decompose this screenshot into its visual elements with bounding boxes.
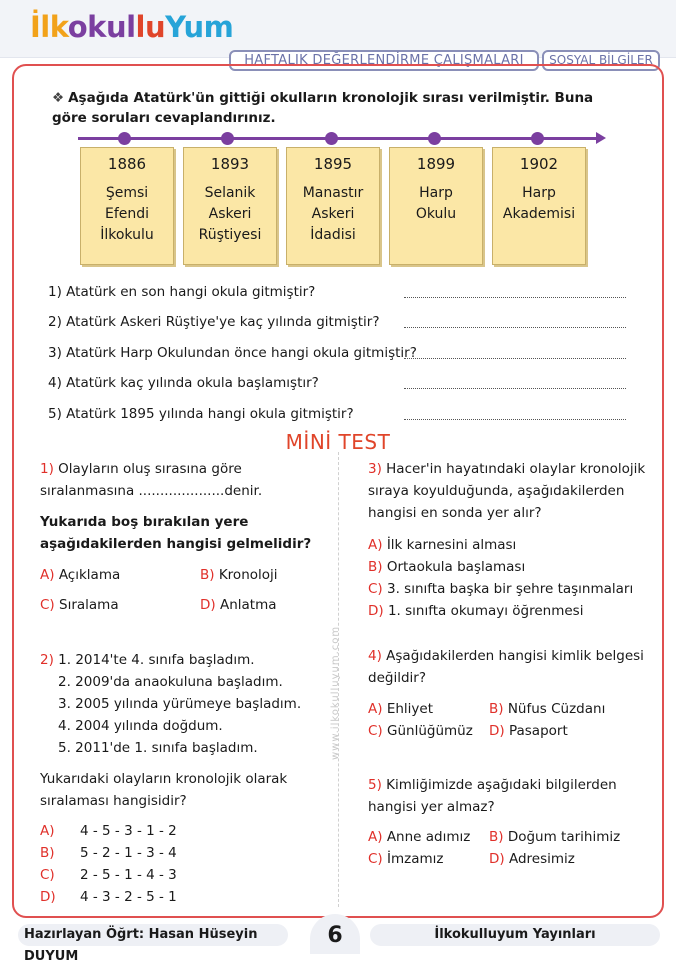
- timeline-arrow-icon: [596, 132, 606, 144]
- question-1: 1) Atatürk en son hangi okula gitmiştir?: [48, 284, 316, 300]
- card-line: Akademisi: [502, 206, 576, 222]
- intro-text: Aşağıda Atatürk'ün gittiği okulların kronolojik sırası verilmiştir. Buna göre soruları cevaplandırınız.: [52, 90, 594, 126]
- event-item: 3. 2005 yılında yürümeye başladım.: [58, 696, 302, 712]
- card-school: [493, 183, 585, 225]
- timeline-line: [78, 137, 600, 140]
- card-line: İlkokulu: [100, 227, 154, 243]
- bullet-icon: ❖: [52, 90, 65, 106]
- option-c[interactable]: [40, 864, 177, 886]
- question-5: 5) Atatürk 1895 yılında hangi okula gitmiştir?: [48, 406, 354, 422]
- option-text: 3. sınıfta başka bir şehre taşınmaları: [387, 581, 634, 597]
- logo-part-4: Yum: [165, 10, 234, 44]
- option-letter: B): [40, 845, 55, 861]
- answer-line[interactable]: [404, 318, 626, 328]
- card-year: 1895: [313, 155, 353, 173]
- mt-question-3: [368, 458, 645, 480]
- logo: [30, 10, 233, 44]
- option-d[interactable]: [40, 886, 177, 908]
- card-year: 1893: [210, 155, 250, 173]
- logo-part-3: lu: [135, 10, 166, 44]
- question-number: 3): [368, 461, 382, 477]
- option-text: 1. sınıfta okumayı öğrenmesi: [387, 603, 584, 619]
- timeline-card: [183, 147, 277, 265]
- option-c[interactable]: [368, 720, 473, 742]
- option-d[interactable]: [200, 594, 277, 616]
- mt-question-2-ask-2: sıralaması hangisidir?: [40, 793, 187, 809]
- option-letter: A): [368, 701, 383, 717]
- card-school: [184, 183, 276, 246]
- question-number: 2): [40, 652, 54, 668]
- option-letter: B): [368, 559, 383, 575]
- option-text: 4 - 5 - 3 - 1 - 2: [80, 823, 177, 839]
- option-a[interactable]: [368, 534, 516, 556]
- question-text: Hacer'in hayatındaki olaylar kronolojik: [386, 461, 646, 477]
- answer-line[interactable]: [404, 410, 626, 420]
- logo-part-2: okul: [67, 10, 136, 44]
- option-b[interactable]: [200, 564, 278, 586]
- option-text: Sıralama: [59, 597, 119, 613]
- card-line: Okulu: [415, 206, 457, 222]
- watermark: www.ilkokulluyum.com: [330, 625, 341, 760]
- timeline-dot: [118, 132, 131, 145]
- option-letter: A): [368, 537, 383, 553]
- card-school: [81, 183, 173, 246]
- option-text: Açıklama: [58, 567, 121, 583]
- timeline-dot: [325, 132, 338, 145]
- event-item: 1. 2014'te 4. sınıfa başladım.: [58, 652, 255, 668]
- option-letter: D): [489, 723, 505, 739]
- question-4: 4) Atatürk kaç yılında okula başlamıştır?: [48, 375, 319, 391]
- option-a[interactable]: [40, 564, 120, 586]
- option-text: İlk karnesini alması: [386, 537, 517, 553]
- option-letter: A): [40, 567, 55, 583]
- timeline-card: [389, 147, 483, 265]
- card-line: Harp: [522, 185, 556, 201]
- option-text: İmzamız: [387, 851, 444, 867]
- card-line: Selanik: [204, 185, 256, 201]
- answer-line[interactable]: [404, 379, 626, 389]
- option-text: Anne adımız: [386, 829, 471, 845]
- publisher-credit: İlkokulluyum Yayınları: [370, 924, 660, 946]
- answer-line[interactable]: [404, 349, 626, 359]
- option-text: 4 - 3 - 2 - 5 - 1: [80, 889, 177, 905]
- timeline-card: [492, 147, 586, 265]
- event-item: 2. 2009'da anaokuluna başladım.: [58, 674, 283, 690]
- option-text: Kronoloji: [218, 567, 278, 583]
- option-letter: B): [489, 701, 504, 717]
- card-line: Harp: [419, 185, 453, 201]
- option-b[interactable]: [489, 698, 605, 720]
- card-year: 1899: [416, 155, 456, 173]
- option-text: Pasaport: [508, 723, 568, 739]
- option-text: Ehliyet: [386, 701, 433, 717]
- card-line: İdadisi: [310, 227, 356, 243]
- mt-question-4: [368, 645, 644, 667]
- logo-part-1: İlk: [30, 10, 68, 44]
- card-line: Rüştiyesi: [198, 227, 262, 243]
- option-letter: B): [489, 829, 504, 845]
- option-letter: C): [368, 581, 383, 597]
- answer-line[interactable]: [404, 288, 626, 298]
- option-b[interactable]: [489, 826, 620, 848]
- mt-question-3-line: sıraya koyulduğunda, aşağıdakilerden: [368, 483, 625, 499]
- mt-question-4-line: değildir?: [368, 670, 426, 686]
- mt-question-5-line: hangisi yer almaz?: [368, 799, 495, 815]
- timeline-dot: [531, 132, 544, 145]
- mt-question-1: [40, 458, 242, 480]
- option-text: Adresimiz: [508, 851, 575, 867]
- card-line: Askeri: [311, 206, 355, 222]
- option-a[interactable]: [368, 698, 433, 720]
- option-letter: A): [368, 829, 383, 845]
- mini-test-title: MİNİ TEST: [285, 430, 391, 454]
- event-item: 5. 2011'de 1. sınıfa başladım.: [58, 740, 258, 756]
- question-text: Kimliğimizde aşağıdaki bilgilerden: [386, 777, 617, 793]
- option-d[interactable]: [489, 720, 568, 742]
- subject-label: SOSYAL BİLGİLER: [542, 50, 660, 71]
- mt-question-3-line: hangisi en sonda yer alır?: [368, 505, 542, 521]
- option-text: Nüfus Cüzdanı: [507, 701, 606, 717]
- timeline-dot: [221, 132, 234, 145]
- question-text: Aşağıdakilerden hangisi kimlik belgesi: [386, 648, 644, 664]
- question-number: 1): [40, 461, 54, 477]
- card-school: [390, 183, 482, 225]
- option-letter: C): [40, 867, 55, 883]
- card-line: Askeri: [208, 206, 252, 222]
- option-letter: D): [368, 603, 384, 619]
- option-d[interactable]: [368, 600, 583, 622]
- card-school: [287, 183, 379, 246]
- option-c[interactable]: [40, 594, 119, 616]
- worksheet-title: HAFTALIK DEĞERLENDİRME ÇALIŞMALARI: [229, 50, 539, 71]
- option-letter: A): [40, 823, 55, 839]
- question-number: 5): [368, 777, 382, 793]
- option-letter: C): [40, 597, 55, 613]
- option-a[interactable]: [40, 820, 177, 842]
- option-text: Ortaokula başlaması: [386, 559, 526, 575]
- option-d[interactable]: [489, 848, 575, 870]
- mt-question-5: [368, 774, 617, 796]
- option-letter: D): [200, 597, 216, 613]
- option-b[interactable]: [368, 556, 525, 578]
- intro-instruction: [52, 88, 612, 128]
- question-3: 3) Atatürk Harp Okulundan önce hangi okula gitmiştir?: [48, 345, 417, 361]
- option-c[interactable]: [368, 578, 633, 600]
- card-year: 1902: [519, 155, 559, 173]
- mt-question-2-ask: Yukarıdaki olayların kronolojik olarak: [40, 771, 288, 787]
- option-a[interactable]: [368, 826, 470, 848]
- option-b[interactable]: [40, 842, 177, 864]
- card-line: Şemsi: [105, 185, 149, 201]
- option-letter: D): [489, 851, 505, 867]
- question-text: Olayların oluş sırasına göre: [58, 461, 242, 477]
- option-letter: C): [368, 723, 383, 739]
- option-text: Günlüğümüz: [387, 723, 473, 739]
- option-letter: B): [200, 567, 215, 583]
- card-line: Efendi: [104, 206, 150, 222]
- timeline-card: [80, 147, 174, 265]
- option-letter: C): [368, 851, 383, 867]
- option-text: Anlatma: [219, 597, 277, 613]
- mt-question-1-ask-2: aşağıdakilerden hangisi gelmelidir?: [40, 536, 312, 552]
- question-number: 4): [368, 648, 382, 664]
- mt-question-1-line-2: sıralanmasına ....................denir.: [40, 483, 263, 499]
- mt-question-2: [40, 649, 255, 671]
- question-2: 2) Atatürk Askeri Rüştiye'ye kaç yılında gitmiştir?: [48, 314, 380, 330]
- timeline-dot: [428, 132, 441, 145]
- timeline-card: [286, 147, 380, 265]
- option-c[interactable]: [368, 848, 443, 870]
- option-letter: D): [40, 889, 56, 905]
- event-item: 4. 2004 yılında doğdum.: [58, 718, 223, 734]
- option-text: 2 - 5 - 1 - 4 - 3: [80, 867, 177, 883]
- card-year: 1886: [107, 155, 147, 173]
- card-line: Manastır: [302, 185, 364, 201]
- option-text: Doğum tarihimiz: [507, 829, 621, 845]
- page-number: 6: [310, 914, 360, 954]
- option-text: 5 - 2 - 1 - 3 - 4: [80, 845, 177, 861]
- mt-question-1-ask: Yukarıda boş bırakılan yere: [40, 514, 249, 530]
- author-credit: Hazırlayan Öğrt: Hasan Hüseyin DUYUM: [18, 924, 288, 946]
